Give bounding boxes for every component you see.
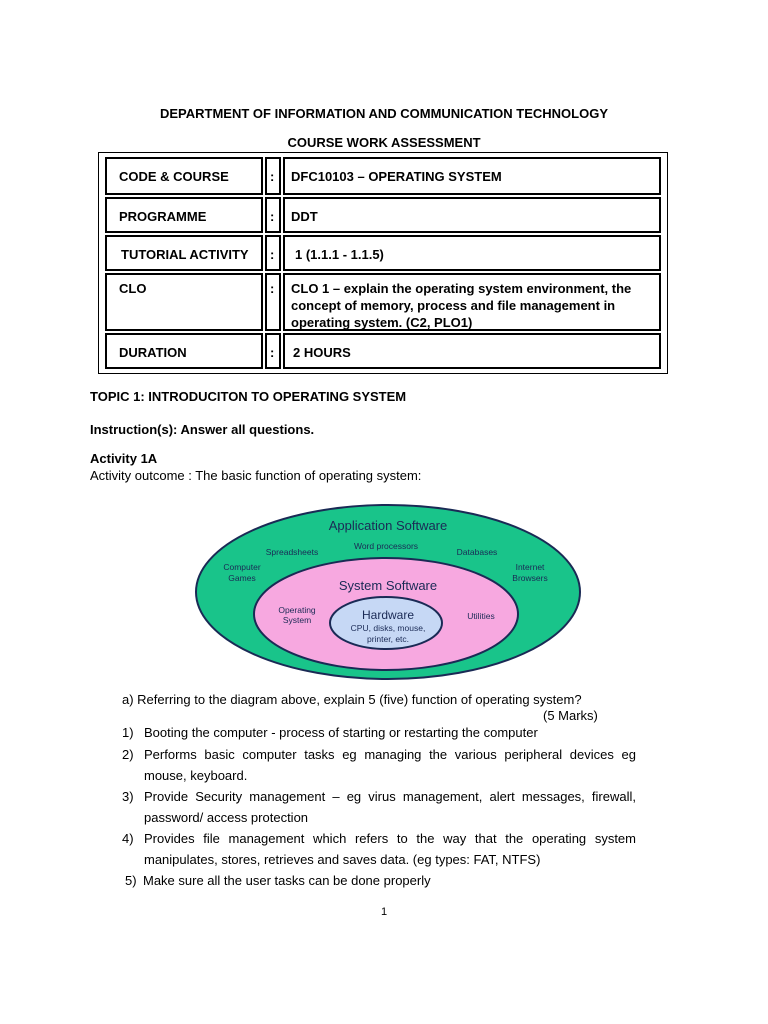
os-layers-diagram [190, 500, 590, 684]
answer-text: Make sure all the user tasks can be done properly [143, 873, 431, 888]
middle-item: System [282, 615, 312, 625]
inner-title: Hardware [361, 608, 415, 622]
outer-item: Internet [515, 562, 545, 572]
value-cell: DDT [283, 197, 661, 233]
department-heading: DEPARTMENT OF INFORMATION AND COMMUNICATION TECHNOLOGY [160, 106, 608, 121]
value-cell: 1 (1.1.1 - 1.1.5) [283, 235, 661, 271]
page-number: 1 [380, 906, 388, 918]
value-cell: DFC10103 – OPERATING SYSTEM [283, 157, 661, 195]
answer-number: 3) [122, 789, 134, 804]
outer-item: Word processors [353, 541, 419, 551]
topic-title: TOPIC 1: INTRODUCITON TO OPERATING SYSTEM [90, 389, 407, 404]
value-cell: 2 HOURS [283, 333, 661, 369]
outer-item: Browsers [512, 573, 548, 583]
value-cell: CLO 1 – explain the operating system environment, the concept of memory, process and file management in operating system. (C2, PLO1) [283, 273, 661, 331]
label-cell: TUTORIAL ACTIVITY [105, 235, 263, 271]
answer-text: Provides file management which refers to the way that the operating system manipulates, stores, retrieves and saves data. (eg types: FAT, NTFS) [144, 831, 636, 867]
answer-text: Performs basic computer tasks eg managing the various peripheral devices eg mouse, keyboard. [144, 747, 636, 783]
label-cell: DURATION [105, 333, 263, 369]
label-cell: PROGRAMME [105, 197, 263, 233]
separator-cell: : [265, 333, 281, 369]
middle-item: Utilities [467, 611, 495, 621]
instruction-text: Instruction(s): Answer all questions. [90, 422, 315, 437]
label-cell: CODE & COURSE [105, 157, 263, 195]
answer-text: Provide Security management – eg virus management, alert messages, firewall, password/ access protection [144, 789, 636, 825]
answer-number: 1) [122, 725, 134, 740]
answer-number: 5) [125, 873, 137, 888]
inner-item: printer, etc. [366, 634, 410, 644]
question-marks: (5 Marks) [543, 708, 598, 723]
outer-item: Databases [456, 547, 498, 557]
label-cell: CLO [105, 273, 263, 331]
separator-cell: : [265, 273, 281, 331]
middle-title: System Software [338, 578, 438, 593]
separator-cell: : [265, 235, 281, 271]
activity-outcome: Activity outcome : The basic function of operating system: [90, 468, 422, 483]
assessment-heading: COURSE WORK ASSESSMENT [287, 135, 481, 150]
middle-item: Operating [278, 605, 316, 615]
question-text: a) Referring to the diagram above, explain 5 (five) function of operating system? [122, 692, 582, 707]
activity-title: Activity 1A [90, 451, 158, 466]
outer-item: Spreadsheets [265, 547, 319, 557]
course-info-table [98, 152, 668, 374]
inner-item: CPU, disks, mouse, [350, 623, 426, 633]
answer-text: Booting the computer - process of starting or restarting the computer [144, 725, 538, 740]
separator-cell: : [265, 197, 281, 233]
answer-number: 4) [122, 831, 134, 846]
separator-cell: : [265, 157, 281, 195]
outer-title: Application Software [328, 518, 448, 533]
answer-number: 2) [122, 747, 134, 762]
outer-item: Games [228, 573, 256, 583]
outer-item: Computer [223, 562, 261, 572]
